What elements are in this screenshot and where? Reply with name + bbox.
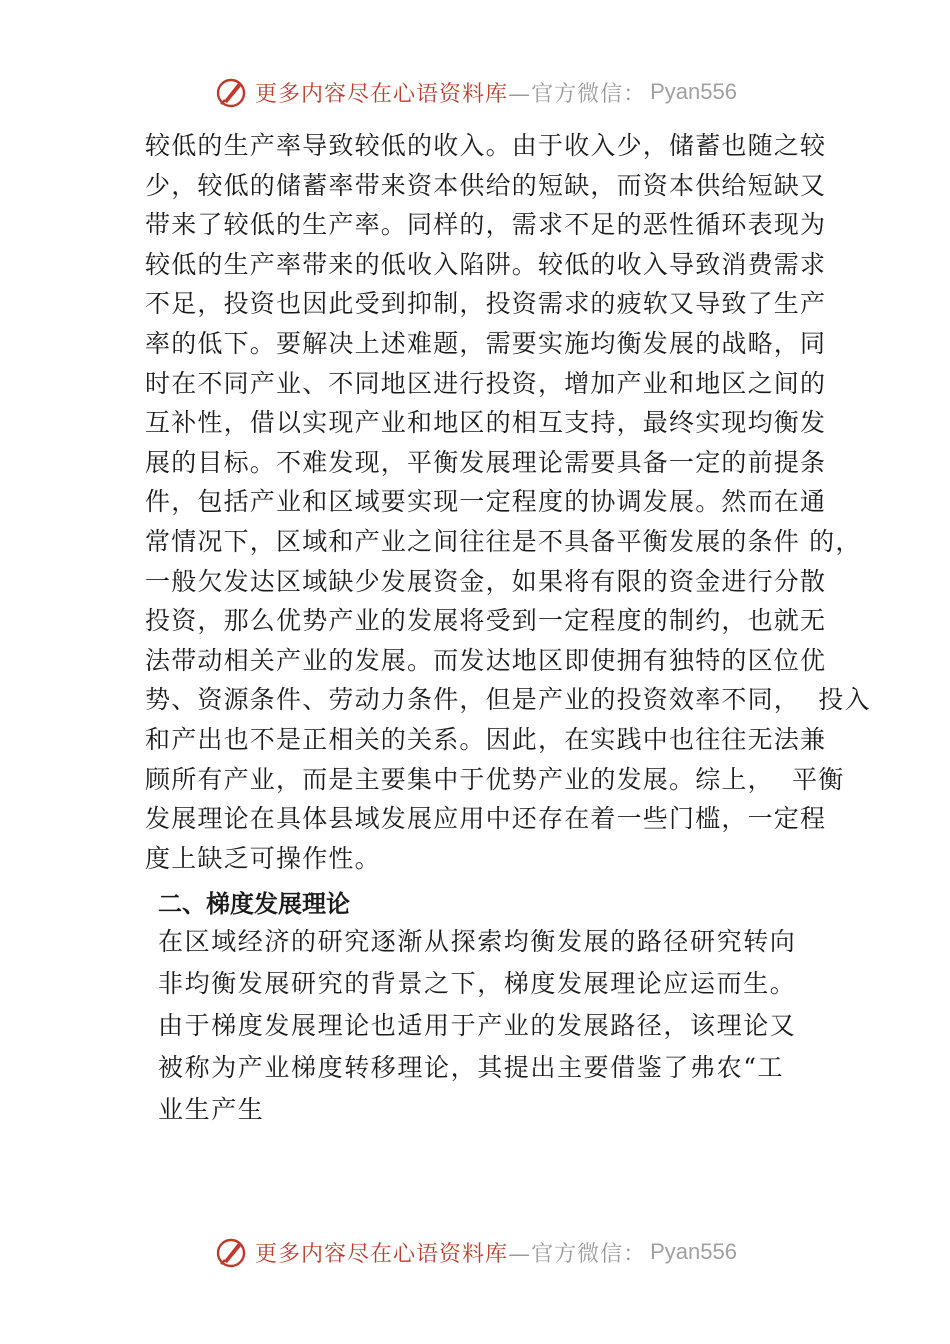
banner-official-label: —官方微信： bbox=[508, 1241, 647, 1267]
paragraph-line: 较低的生产率带来的低收入陷阱。较低的收入导致消费需求 bbox=[145, 249, 827, 279]
paragraph-line: 少，较低的储蓄率带来资本供给的短缺，而资本供给短缺又 bbox=[145, 170, 827, 200]
paragraph-line: 不足，投资也因此受到抑制，投资需求的疲软又导致了生产 bbox=[145, 289, 827, 319]
section-line: 业生产生 bbox=[158, 1095, 265, 1124]
section-line: 非均衡发展研究的背景之下，梯度发展理论应运而生。 bbox=[158, 969, 797, 998]
paragraph-line: 率的低下。要解决上述难题，需要实施均衡发展的战略，同 bbox=[145, 328, 827, 358]
section-heading: 二、梯度发展理论 bbox=[158, 890, 350, 918]
paragraph-line: 常情况下，区域和产业之间往往是不具备平衡发展的条件 的， bbox=[145, 526, 862, 556]
pen-nib-logo-icon bbox=[213, 1234, 249, 1270]
paragraph-line: 一般欠发达区域缺少发展资金，如果将有限的资金进行分散 bbox=[145, 566, 827, 596]
paragraph-line: 发展理论在具体县域发展应用中还存在着一些门槛，一定程 bbox=[145, 804, 827, 834]
paragraph-line: 度上缺乏可操作性。 bbox=[145, 843, 381, 873]
paragraph-line: 件，包括产业和区域要实现一定程度的协调发展。然而在通 bbox=[145, 487, 827, 517]
section-line: 在区域经济的研究逐渐从探索均衡发展的路径研究转向 bbox=[158, 927, 797, 956]
banner-wechat-id: Pyan556 bbox=[650, 79, 737, 104]
paragraph-line: 展的目标。不难发现，平衡发展理论需要具备一定的前提条 bbox=[145, 447, 827, 477]
paragraph-line: 和产出也不是正相关的关系。因此，在实践中也往往无法兼 bbox=[145, 724, 827, 754]
paragraph-line: 法带动相关产业的发展。而发达地区即使拥有独特的区位优 bbox=[145, 645, 827, 675]
header-banner bbox=[0, 72, 950, 112]
paragraph-line: 势、资源条件、劳动力条件，但是产业的投资效率不同， 投入 bbox=[145, 685, 871, 715]
banner-wechat-id: Pyan556 bbox=[650, 1239, 737, 1264]
banner-brand: 更多内容尽在心语资料库 bbox=[255, 81, 509, 107]
paragraph-line: 时在不同产业、不同地区进行投资，增加产业和地区之间的 bbox=[145, 368, 827, 398]
paragraph-line: 带来了较低的生产率。同样的，需求不足的恶性循环表现为 bbox=[145, 210, 827, 240]
section-line: 由于梯度发展理论也适用于产业的发展路径，该理论又 bbox=[158, 1011, 797, 1040]
section-paragraph bbox=[158, 921, 838, 1131]
section-line: 被称为产业梯度转移理论，其提出主要借鉴了弗农“工 bbox=[158, 1053, 785, 1082]
footer-banner bbox=[0, 1232, 950, 1272]
paragraph-line: 顾所有产业，而是主要集中于优势产业的发展。综上， 平衡 bbox=[145, 764, 845, 794]
pen-nib-logo-icon bbox=[213, 74, 249, 110]
banner-brand: 更多内容尽在心语资料库 bbox=[255, 1241, 509, 1267]
banner-official-label: —官方微信： bbox=[508, 81, 647, 107]
paragraph-line: 较低的生产率导致较低的收入。由于收入少，储蓄也随之较 bbox=[145, 131, 827, 160]
paragraph-line: 互补性，借以实现产业和地区的相互支持，最终实现均衡发 bbox=[145, 408, 827, 438]
body-paragraph bbox=[145, 126, 871, 878]
paragraph-line: 投资，那么优势产业的发展将受到一定程度的制约，也就无 bbox=[145, 606, 827, 636]
